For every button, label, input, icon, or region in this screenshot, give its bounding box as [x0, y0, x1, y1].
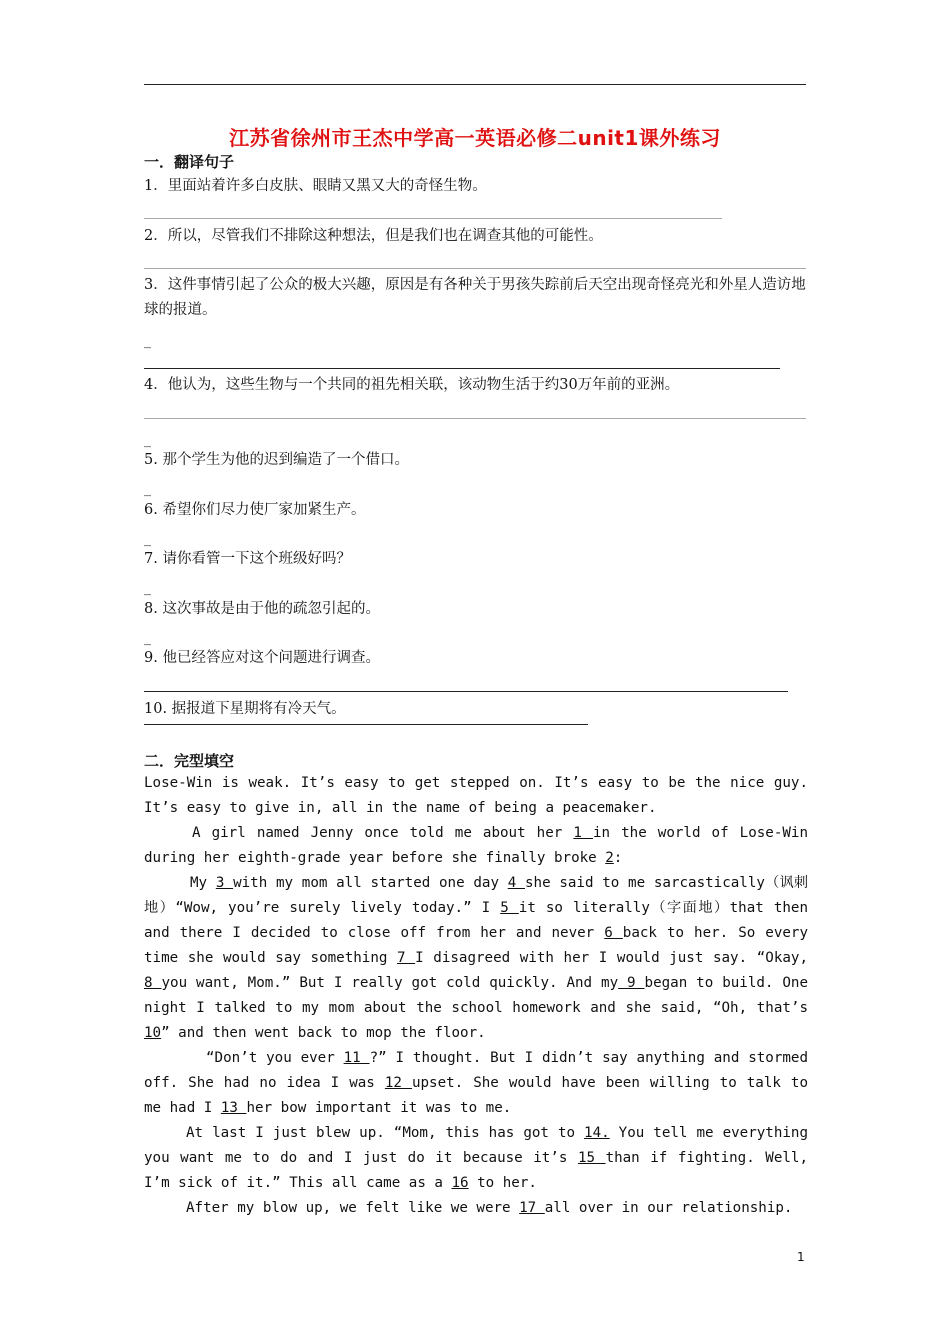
dash: _ — [144, 432, 151, 448]
blank-16: 16 — [451, 1175, 469, 1191]
question-3: 3．这件事情引起了公众的极大兴趣，原因是有各种关于男孩失踪前后天空出现奇怪亮光和外星人造访地球的报道。 — [144, 277, 806, 318]
question-1: 1．里面站着许多白皮肤、眼睛又黑又大的奇怪生物。 — [144, 178, 487, 194]
question-5: 5. 那个学生为他的迟到编造了一个借口。 — [144, 452, 409, 468]
blank-1: 1 — [573, 825, 593, 841]
blank-5: 5 — [500, 900, 519, 916]
question-10: 10. 据报道下星期将有冷天气。 — [144, 701, 346, 717]
paragraph-3: My 3 with my mom all started one day 4 she said to me sarcastically（讽刺地）“Wow, you’re surely lively today.” I 5 it so literally（字面地）that then and there I decided to close off from her and never 6 back to her. So every time she would say something 7 I disagreed with her I would just say. “Okay, 8 you want, Mom.” But I really got cold quickly. And my 9 began to build. One night I talked to my mom about the school homework and she said, “Oh, that’s 10” and then went back to mop the floor. — [144, 875, 809, 1041]
question-6: 6. 希望你们尽力使厂家加紧生产。 — [144, 502, 366, 518]
blank-17: 17 — [519, 1200, 545, 1216]
dash: _ — [144, 531, 151, 547]
question-7: 7. 请你看管一下这个班级好吗？ — [144, 551, 351, 567]
blank-15: 15 — [577, 1150, 606, 1166]
answer-line-2 — [144, 268, 806, 269]
answer-line-9 — [144, 691, 788, 692]
blank-4: 4 — [507, 875, 525, 891]
blank-3: 3 — [215, 875, 234, 891]
question-8: 8. 这次事故是由于他的疏忽引起的。 — [144, 601, 380, 617]
blank-2: 2 — [605, 850, 614, 866]
blank-14: 14. — [584, 1125, 610, 1141]
question-9: 9. 他已经答应对这个问题进行调查。 — [144, 650, 380, 666]
answer-line-4 — [144, 418, 806, 419]
blank-12: 12 — [384, 1075, 412, 1091]
answer-line-3 — [144, 368, 780, 369]
question-2: 2．所以，尽管我们不排除这种想法，但是我们也在调查其他的可能性。 — [144, 228, 603, 244]
page-number: 1 — [797, 1250, 805, 1264]
paragraph-6: After my blow up, we felt like we were 17 all over in our relationship. — [186, 1200, 793, 1216]
blank-9: 9 — [618, 975, 645, 991]
blank-6: 6 — [604, 925, 623, 941]
blank-8: 8 — [144, 975, 162, 991]
header-rule — [144, 84, 806, 85]
dash: _ — [144, 580, 151, 596]
dash: _ — [144, 333, 151, 349]
paragraph-1: Lose-Win is weak. It’s easy to get stepped on. It’s easy to be the nice guy. It’s easy to give in, all in the name of being a peacemaker. — [144, 775, 808, 816]
paragraph-4: “Don’t you ever 11 ?” I thought. But I didn’t say anything and stormed off. She had no idea I was 12 upset. She would have been willing to talk to me had I 13 her bow important it was to me. — [144, 1050, 809, 1116]
answer-line-1 — [144, 218, 722, 219]
section2-heading: 二．完型填空 — [144, 752, 235, 770]
blank-11: 11 — [343, 1050, 370, 1066]
blank-10: 10 — [144, 1025, 162, 1041]
blank-13: 13 — [220, 1100, 247, 1116]
section1-heading: 一．翻译句子 — [144, 153, 235, 171]
dash: _ — [144, 630, 151, 646]
question-4: 4．他认为，这些生物与一个共同的祖先相关联，该动物生活于约30万年前的亚洲。 — [144, 377, 680, 393]
answer-line-10 — [144, 724, 588, 725]
paragraph-2: A girl named Jenny once told me about her 1 in the world of Lose-Win during her eighth-grade year before she finally broke 2: — [144, 825, 809, 866]
page-title: 江苏省徐州市王杰中学高一英语必修二unit1课外练习 — [229, 126, 721, 150]
dash: _ — [144, 481, 151, 497]
blank-7: 7 — [397, 950, 416, 966]
paragraph-5: At last I just blew up. “Mom, this has got to 14. You tell me everything you want me to do and I just do it because it’s 15 than if fighting. Well, I’m sick of it.” This all came as a 16 to her. — [144, 1125, 809, 1191]
